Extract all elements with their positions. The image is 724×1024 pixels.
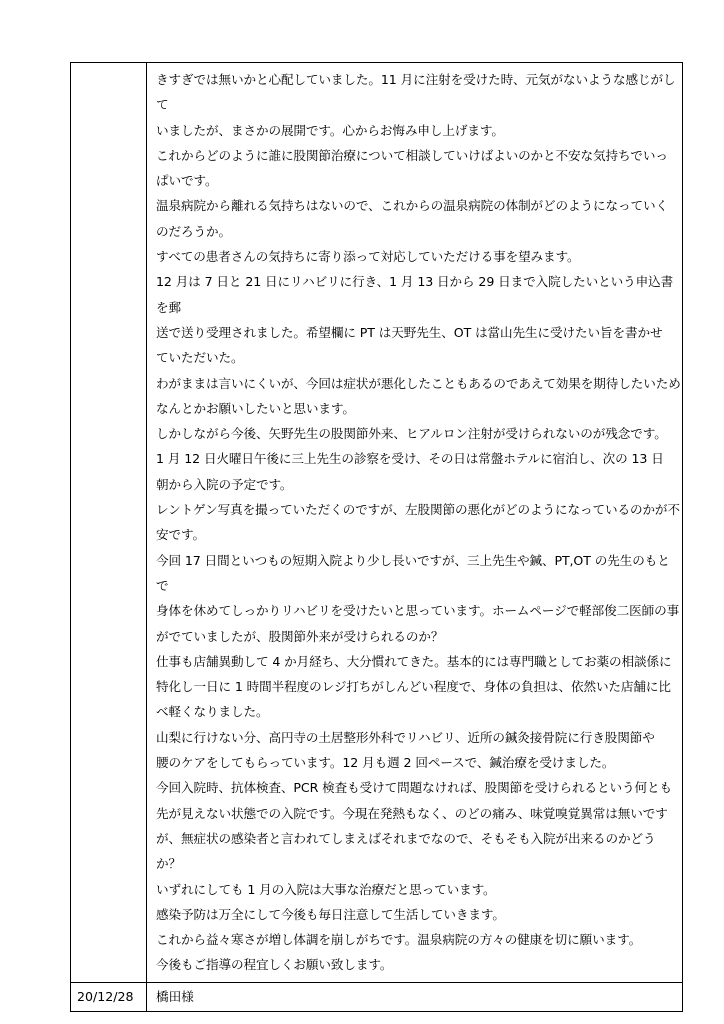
next-entry-date-cell (71, 982, 147, 1011)
entry-sender-name: 橋田様 (156, 988, 194, 1004)
next-entry-row (71, 982, 683, 1011)
paragraph: これからどのように誰に股関節治療について相談していけばよいのかと不安な気持ちでいっ ぱいです。 (156, 147, 668, 189)
next-entry-name-cell (147, 982, 683, 1011)
paragraph: 今後もご指導の程宜しくお願い致します。 (156, 957, 393, 973)
paragraph: しかしながら今後、矢野先生の股関節外来、ヒアルロン注射が受けられないのが残念です。 (156, 426, 667, 442)
paragraph: 山梨に行けない分、高円寺の土居整形外科でリハビリ、近所の鍼灸接骨院に行き股関節や 腰のケアをしてもらっています。12 月も週 2 回ペースで、鍼治療を受けました。 (156, 729, 655, 771)
paragraph: わがままは言いにくいが、今回は症状が悪化したこともあるのであえて効果を期待したいため なんとかお願いしたいと思います。 (156, 375, 681, 416)
paragraph: 温泉病院から離れる気持ちはないので、これからの温泉病院の体制がどのようになっていく のだろうか。 (156, 198, 668, 239)
paragraph: 12 月は 7 日と 21 日にリハビリに行き、1 月 13 日から 29 日まで入院したいという申込書を郵 送で送り受理されました。希望欄に PT は天野先生、OT は當山先生に受けたい旨を書かせ ていただいた。 (156, 274, 674, 366)
paragraph: これから益々寒さが増し体調を崩しがちです。温泉病院の方々の健康を切に願います。 (156, 932, 642, 948)
paragraph: 今回入院時、抗体検査、PCR 検査も受けて問題なければ、股関節を受けられるという何とも 先が見えない状態での入院です。今現在発熱もなく、のどの痛み、味覚嗅覚異常は無いです が、無症状の感染者と言われてしまえばそれまでなので、そもそも入院が出来るのかどう か？ (156, 780, 672, 872)
paragraph: レントゲン写真を撮っていただくのですが、左股関節の悪化がどのようになっているのかが不 安です。 (156, 502, 680, 543)
letter-table (70, 62, 683, 1012)
entry-body-cell (147, 63, 683, 983)
paragraph: 仕事も店舗異動して 4 か月経ち、大分慣れてきた。基本的には専門職としてお薬の相談係に 特化し一日に 1 時間半程度のレジ打ちがしんどい程度で、身体の負担は、依然いた店舗に比 べ軽くなりました。 (156, 653, 672, 720)
entry-date: 20/12/28 (77, 988, 134, 1004)
entry-date-cell (71, 63, 147, 983)
paragraph: 1 月 12 日火曜日午後に三上先生の診察を受け、その日は常盤ホテルに宿泊し、次の 13 日 朝から入院の予定です。 (156, 451, 664, 492)
paragraph: いずれにしても 1 月の入院は大事な治療だと思っています。 (156, 881, 496, 897)
paragraph: 今回 17 日間といつもの短期入院より少し長いですが、三上先生や鍼、PT,OT の先生のもとで 身体を休めてしっかりリハビリを受けたいと思っています。ホームページで軽部俊二医師の事 がでていましたが、股関節外来が受けられるのか？ (156, 552, 680, 644)
paragraph: 感染予防は万全にして今後も毎日注意して生活していきます。 (156, 906, 505, 922)
paragraph: すべての患者さんの気持ちに寄り添って対応していただける事を望みます。 (156, 249, 580, 265)
entry-row (71, 63, 683, 983)
paragraph: きすぎでは無いかと心配していました。11 月に注射を受けた時、元気がないような感じがして いましたが、まさかの展開です。心からお悔み申し上げます。 (156, 72, 676, 138)
